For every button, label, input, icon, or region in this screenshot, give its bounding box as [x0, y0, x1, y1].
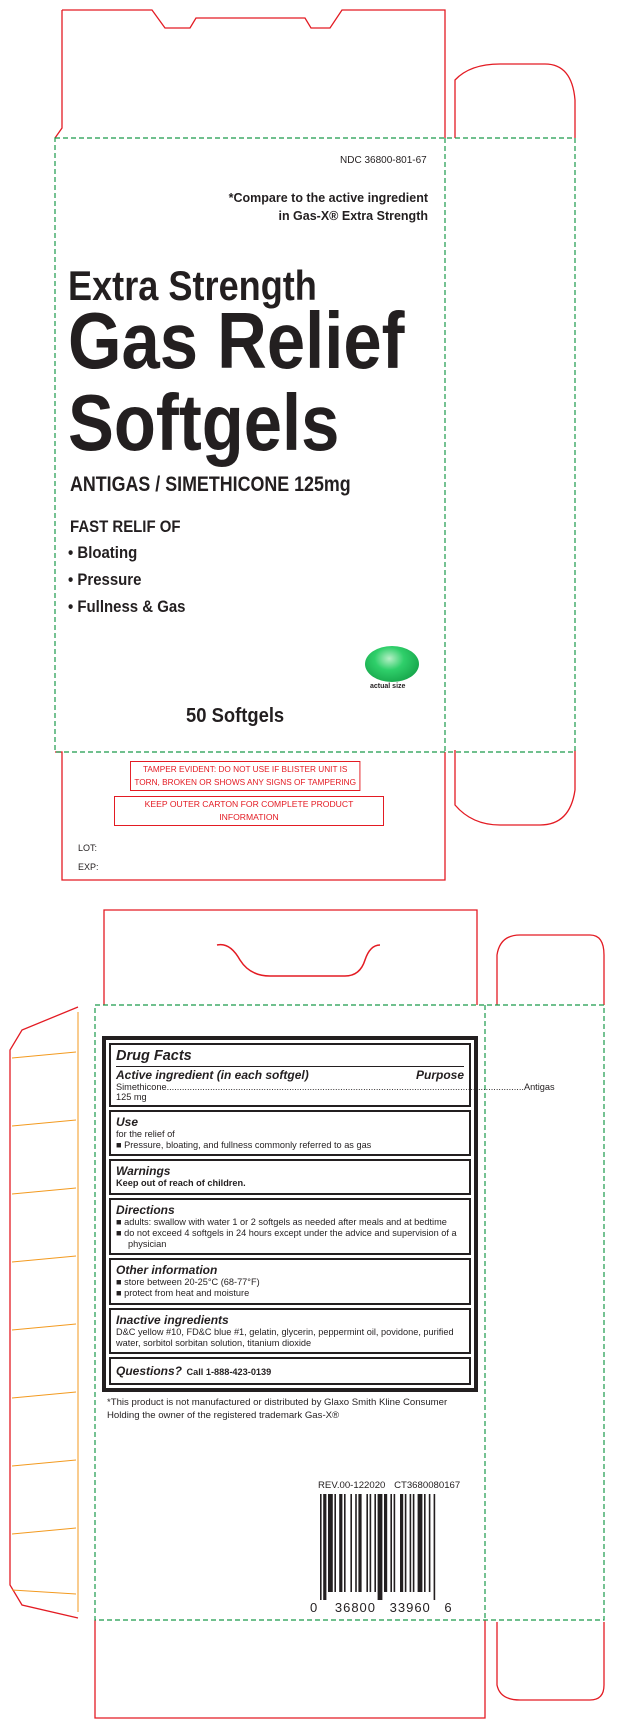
barcode-bar	[434, 1494, 436, 1600]
questions-heading: Questions?	[116, 1364, 183, 1379]
barcode-bar	[384, 1494, 387, 1592]
barcode-bar	[400, 1494, 403, 1592]
drug-facts-warnings-section	[109, 1159, 471, 1194]
directions-heading: Directions	[116, 1202, 175, 1217]
barcode-bar	[378, 1494, 383, 1600]
exp-label: EXP:	[78, 862, 99, 872]
use-heading: Use	[116, 1115, 139, 1129]
barcode-bar	[344, 1494, 346, 1592]
barcode-bar	[424, 1494, 426, 1592]
count-label: 50 Softgels	[186, 705, 285, 727]
use-item: ■ Pressure, bloating, and fullness commonly referred to as gas	[116, 1140, 372, 1151]
drug-facts-panel	[102, 1036, 555, 1392]
drug-facts-questions-section	[109, 1357, 471, 1385]
barcode-bar	[374, 1494, 376, 1592]
barcode-bar	[328, 1494, 333, 1592]
bullet-bloating: • Bloating	[68, 543, 138, 562]
barcode-bar	[390, 1494, 392, 1592]
use-text: for the relief of	[116, 1129, 175, 1139]
bullet-fullness: • Fullness & Gas	[68, 597, 186, 616]
drug-facts-inactive-section	[109, 1308, 471, 1354]
barcode-bar	[413, 1494, 415, 1592]
direction-item: ■ do not exceed 4 softgels in 24 hours except under the advice and supervision of a physician	[116, 1227, 457, 1250]
barcode-bar	[410, 1494, 412, 1592]
tamper-warning: TAMPER EVIDENT: DO NOT USE IF BLISTER UNIT IS TORN, BROKEN OR SHOWS ANY SIGNS OF TAMPERING	[130, 761, 360, 791]
direction-item: ■ adults: swallow with water 1 or 2 softgels as needed after meals and at bedtime	[116, 1216, 447, 1227]
barcode-bar	[405, 1494, 407, 1592]
active-ingredient-header: Active ingredient (in each softgel)	[116, 1068, 309, 1082]
leader-dots: ............................................................................................................................................	[166, 1082, 524, 1092]
barcode-bar	[355, 1494, 357, 1592]
barcode-digits: 0 36800 33960 6	[310, 1600, 452, 1615]
trademark-disclaimer: *This product is not manufactured or distributed by Glaxo Smith Kline Consumer Holding the owner of the registered trademark Gas-X®	[107, 1397, 448, 1421]
other-info-heading: Other information	[116, 1263, 218, 1278]
other-info-item: ■ protect from heat and moisture	[116, 1288, 250, 1299]
barcode-bar	[320, 1494, 322, 1600]
actual-size-label: actual size	[370, 683, 406, 690]
active-subtitle: ANTIGAS / SIMETHICONE 125mg	[70, 473, 351, 496]
barcode-bar	[339, 1494, 342, 1592]
active-ingredient-name: Simethicone 125 mg	[116, 1082, 167, 1102]
inactive-heading: Inactive ingredients	[116, 1312, 229, 1327]
drug-facts-directions-section	[109, 1198, 471, 1256]
drug-facts-other-section	[109, 1258, 471, 1304]
barcode	[320, 1494, 435, 1600]
questions-phone: Call 1-888-423-0139	[186, 1367, 272, 1378]
barcode-bar	[418, 1494, 423, 1592]
revision-code: REV.00-122020 CT3680080167	[318, 1480, 461, 1491]
barcode-bar	[323, 1494, 326, 1600]
fast-relief-heading: FAST RELIF OF	[70, 517, 181, 536]
warnings-heading: Warnings	[116, 1164, 171, 1179]
drug-facts-active-section	[109, 1043, 555, 1107]
warnings-text: Keep out of reach of children.	[116, 1178, 246, 1189]
title-extra-strength: Extra Strength	[68, 262, 317, 309]
barcode-bar	[370, 1494, 372, 1592]
other-info-item: ■ store between 20-25°C (68-77°F)	[116, 1277, 260, 1288]
barcode-bar	[350, 1494, 352, 1592]
lot-label: LOT:	[78, 843, 98, 853]
ndc-number: NDC 36800-801-67	[340, 155, 427, 166]
keep-carton-note: KEEP OUTER CARTON FOR COMPLETE PRODUCT INFORMATION	[114, 796, 384, 826]
softgel-image	[365, 646, 419, 682]
drug-facts-title: Drug Facts	[116, 1048, 192, 1064]
barcode-bar	[366, 1494, 368, 1592]
inactive-text: D&C yellow #10, FD&C blue #1, gelatin, glycerin, peppermint oil, povidone, purified water, sorbitol sorbitan solution, titanium dioxide	[116, 1326, 454, 1348]
barcode-bar	[429, 1494, 431, 1592]
active-ingredient-purpose: Antigas	[523, 1082, 555, 1092]
drug-facts-use-section	[109, 1110, 471, 1156]
barcode-bar	[394, 1494, 396, 1592]
product-title: Gas Relief Softgels	[68, 296, 405, 467]
purpose-header: Purpose	[415, 1068, 464, 1082]
barcode-bar	[358, 1494, 361, 1592]
barcode-bar	[334, 1494, 336, 1592]
bullet-pressure: • Pressure	[68, 570, 142, 589]
compare-statement: *Compare to the active ingredient in Gas-X® Extra Strength	[228, 191, 428, 223]
